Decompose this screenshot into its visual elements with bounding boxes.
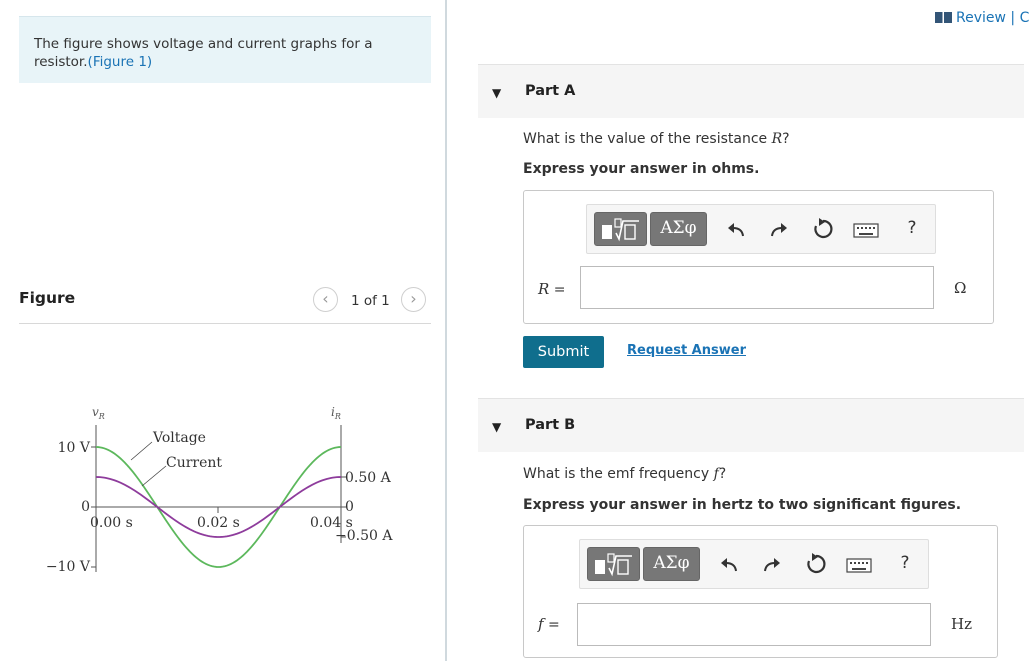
part-a-var-label: R =	[538, 280, 566, 298]
part-b-answer-box	[523, 525, 998, 658]
part-a-title: Part A	[525, 83, 576, 99]
intro-text: The figure shows voltage and current graphs for a resistor.	[34, 36, 373, 70]
left-tick-label: 0	[81, 499, 90, 515]
part-a-answer-box	[523, 190, 994, 324]
part-a-instruction: Express your answer in ohms.	[523, 161, 760, 177]
part-b-unit: Hz	[951, 615, 972, 633]
voltage-current-graph	[0, 330, 445, 661]
panel-divider	[445, 0, 447, 661]
collapse-triangle-icon[interactable]: ▼	[492, 420, 502, 434]
request-answer-link[interactable]: Request Answer	[627, 343, 746, 358]
help-icon[interactable]: ?	[900, 553, 910, 573]
current-label: Current	[166, 455, 223, 471]
templates-button[interactable]	[587, 547, 640, 581]
review-separator: | C	[1005, 10, 1029, 26]
part-a-unit: Ω	[954, 279, 967, 297]
part-b-title: Part B	[525, 417, 576, 433]
part-b-var-label: f =	[538, 615, 560, 633]
review-link[interactable]	[935, 10, 1029, 26]
reset-icon[interactable]	[811, 218, 835, 238]
right-tick-label: −0.50 A	[335, 528, 393, 544]
left-tick-label: 10 V	[57, 440, 90, 456]
templates-icon	[588, 548, 641, 582]
keyboard-icon[interactable]	[853, 223, 879, 243]
figure-pager: 1 of 1	[351, 293, 390, 309]
part-b-header[interactable]	[478, 398, 1024, 452]
left-axis-label: $v_R$	[92, 405, 105, 421]
math-toolbar	[586, 204, 936, 254]
part-a-answer-input[interactable]	[580, 266, 934, 309]
reset-icon[interactable]	[804, 553, 828, 573]
right-tick-label: 0.50 A	[345, 470, 391, 486]
greek-symbols-icon: ΑΣφ	[660, 218, 697, 238]
time-tick-label: 0.02 s	[197, 515, 240, 531]
left-tick-label: −10 V	[45, 559, 90, 575]
undo-icon[interactable]	[724, 221, 748, 241]
voltage-label: Voltage	[153, 430, 206, 446]
math-toolbar	[579, 539, 929, 589]
part-b-answer-input[interactable]	[577, 603, 931, 646]
keyboard-icon[interactable]	[846, 558, 872, 578]
chevron-left-icon: ‹	[322, 289, 329, 308]
redo-icon[interactable]	[767, 221, 791, 241]
templates-button[interactable]	[594, 212, 647, 246]
figure-title: Figure	[19, 289, 76, 307]
prev-figure-button[interactable]	[313, 287, 338, 312]
review-label[interactable]: Review	[956, 10, 1006, 26]
undo-icon[interactable]	[717, 556, 741, 576]
greek-symbols-button[interactable]	[650, 212, 707, 246]
collapse-triangle-icon[interactable]: ▼	[492, 86, 502, 100]
time-tick-label: 0.04 s	[310, 515, 353, 531]
figure-divider	[19, 323, 431, 324]
chevron-right-icon: ›	[410, 289, 417, 308]
time-tick-label: 0.00 s	[90, 515, 133, 531]
part-b-instruction: Express your answer in hertz to two significant figures.	[523, 497, 962, 513]
right-tick-label: 0	[345, 499, 354, 515]
greek-symbols-button[interactable]	[643, 547, 700, 581]
templates-icon	[595, 213, 648, 247]
greek-symbols-icon: ΑΣφ	[653, 553, 690, 573]
next-figure-button[interactable]	[401, 287, 426, 312]
book-icon	[935, 11, 952, 22]
submit-button[interactable]: Submit	[523, 336, 604, 368]
problem-intro	[19, 16, 431, 83]
redo-icon[interactable]	[760, 556, 784, 576]
part-a-header[interactable]	[478, 64, 1024, 118]
figure-link[interactable]: (Figure 1)	[87, 54, 153, 70]
right-axis-label: $i_R$	[331, 405, 341, 421]
part-a-question: What is the value of the resistance R?	[523, 131, 790, 147]
part-b-question: What is the emf frequency f?	[523, 466, 727, 482]
help-icon[interactable]: ?	[907, 218, 917, 238]
